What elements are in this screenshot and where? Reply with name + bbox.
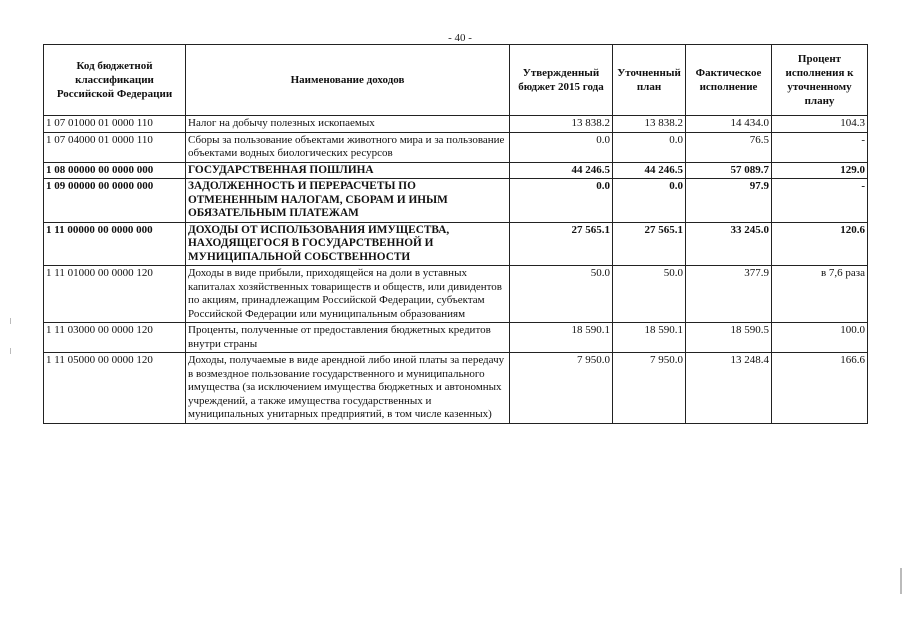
cell-name: Доходы в виде прибыли, приходящейся на доли в уставных капиталах хозяйственных товариществ и обществ, или дивидентов по акциям, принадлежащим Российской Федерации, субъектам Российской Федерации или муниципальным образованиям [186,266,510,323]
cell-code: 1 11 00000 00 0000 000 [44,222,186,266]
cell-approved: 0.0 [510,179,613,223]
table-body [44,116,868,424]
cell-name: Налог на добычу полезных ископаемых [186,116,510,133]
cell-actual: 76.5 [686,132,772,162]
revenue-table [43,44,868,424]
cell-approved: 7 950.0 [510,353,613,424]
header-actual: Фактическое исполнение [686,45,772,116]
cell-revised: 7 950.0 [613,353,686,424]
cell-code: 1 11 05000 00 0000 120 [44,353,186,424]
cell-approved: 13 838.2 [510,116,613,133]
cell-percent: - [772,179,868,223]
page-number: - 40 - [448,32,472,44]
scan-artifact [10,348,11,354]
header-approved: Утвержденный бюджет 2015 года [510,45,613,116]
cell-code: 1 08 00000 00 0000 000 [44,162,186,179]
cell-code: 1 11 01000 00 0000 120 [44,266,186,323]
cell-actual: 97.9 [686,179,772,223]
cell-percent: - [772,132,868,162]
table-row [44,179,868,223]
cell-approved: 44 246.5 [510,162,613,179]
cell-percent: в 7,6 раза [772,266,868,323]
cell-code: 1 11 03000 00 0000 120 [44,323,186,353]
table-row [44,323,868,353]
cell-name: ЗАДОЛЖЕННОСТЬ И ПЕРЕРАСЧЕТЫ ПО ОТМЕНЕННЫМ НАЛОГАМ, СБОРАМ И ИНЫМ ОБЯЗАТЕЛЬНЫМ ПЛАТЕЖАМ [186,179,510,223]
cell-percent: 104.3 [772,116,868,133]
cell-name: Проценты, полученные от предоставления бюджетных кредитов внутри страны [186,323,510,353]
cell-actual: 57 089.7 [686,162,772,179]
header-code: Код бюджетной классификации Российской Федерации [44,45,186,116]
table-row [44,162,868,179]
cell-actual: 18 590.5 [686,323,772,353]
table-row [44,116,868,133]
cell-code: 1 07 04000 01 0000 110 [44,132,186,162]
cell-actual: 13 248.4 [686,353,772,424]
cell-revised: 0.0 [613,179,686,223]
cell-revised: 44 246.5 [613,162,686,179]
cell-percent: 120.6 [772,222,868,266]
cell-code: 1 07 01000 01 0000 110 [44,116,186,133]
scan-artifact [10,318,11,324]
cell-actual: 14 434.0 [686,116,772,133]
cell-approved: 18 590.1 [510,323,613,353]
table-row [44,222,868,266]
cell-revised: 27 565.1 [613,222,686,266]
cell-code: 1 09 00000 00 0000 000 [44,179,186,223]
cell-percent: 100.0 [772,323,868,353]
cell-name: Сборы за пользование объектами животного мира и за пользование объектами водных биологических ресурсов [186,132,510,162]
cell-revised: 0.0 [613,132,686,162]
table-row [44,266,868,323]
cell-actual: 33 245.0 [686,222,772,266]
cell-approved: 0.0 [510,132,613,162]
scan-artifact [900,568,902,594]
cell-name: Доходы, получаемые в виде арендной либо иной платы за передачу в возмездное пользование государственного и муниципального имущества (за исключением имущества бюджетных и автономных учреждений, а также имущества государственных и муниципальных унитарных предприятий, в том числе казенных) [186,353,510,424]
table-header-row [44,45,868,116]
header-name: Наименование доходов [186,45,510,116]
cell-revised: 50.0 [613,266,686,323]
cell-approved: 27 565.1 [510,222,613,266]
cell-percent: 166.6 [772,353,868,424]
table-row [44,353,868,424]
header-percent: Процент исполнения к уточненному плану [772,45,868,116]
cell-approved: 50.0 [510,266,613,323]
cell-actual: 377.9 [686,266,772,323]
cell-name: ГОСУДАРСТВЕННАЯ ПОШЛИНА [186,162,510,179]
table-row [44,132,868,162]
cell-name: ДОХОДЫ ОТ ИСПОЛЬЗОВАНИЯ ИМУЩЕСТВА, НАХОДЯЩЕГОСЯ В ГОСУДАРСТВЕННОЙ И МУНИЦИПАЛЬНОЙ СОБСТВЕННОСТИ [186,222,510,266]
cell-percent: 129.0 [772,162,868,179]
cell-revised: 13 838.2 [613,116,686,133]
header-revised: Уточненный план [613,45,686,116]
cell-revised: 18 590.1 [613,323,686,353]
